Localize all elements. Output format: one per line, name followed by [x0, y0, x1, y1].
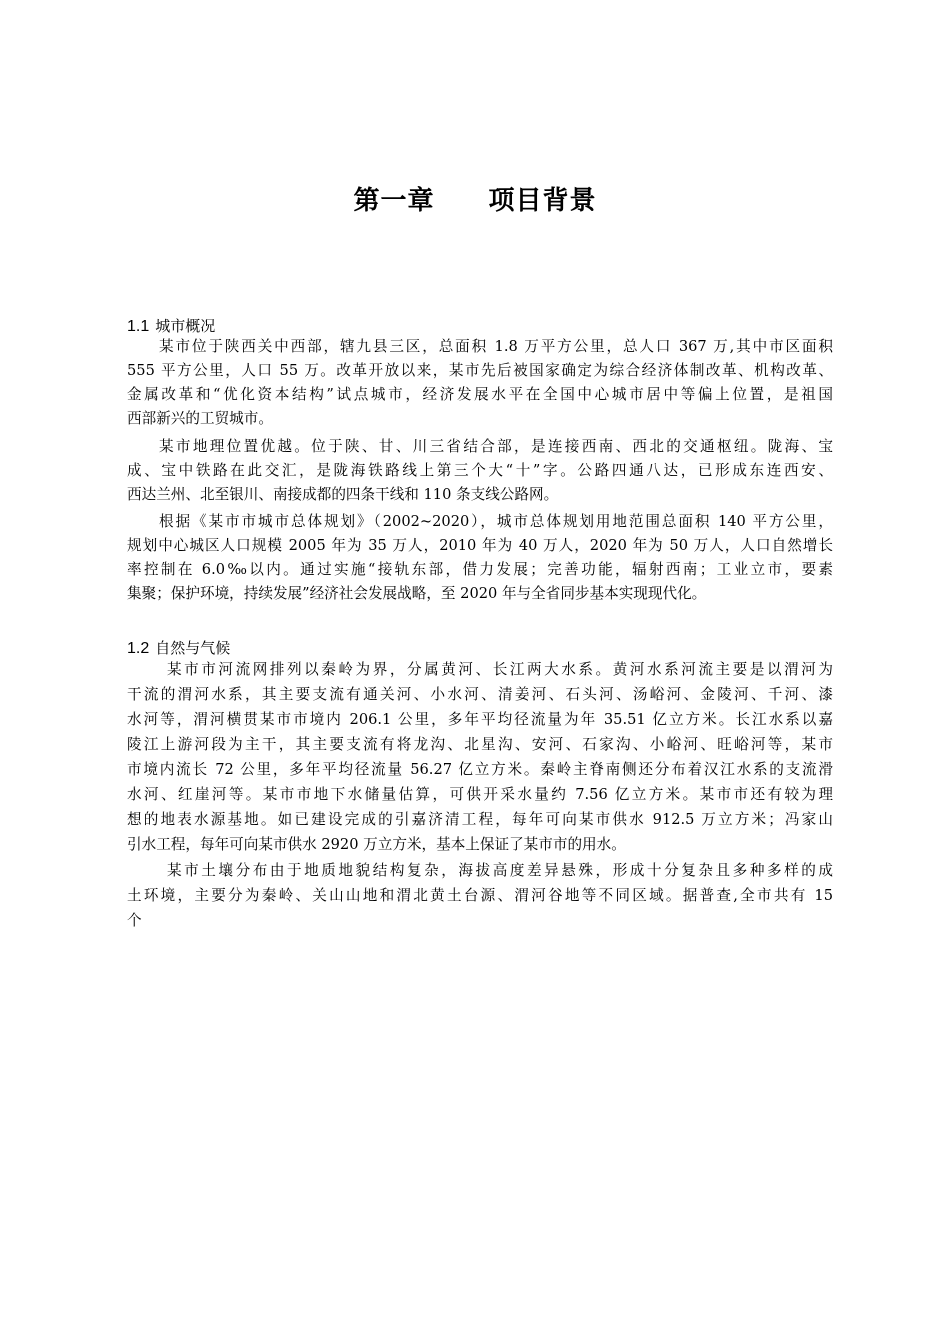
paragraph-line: 引水工程，每年可向某市供水 2920 万立方米，基本上保证了某市市的用水。	[127, 836, 626, 853]
chapter-title: 第一章 项目背景	[353, 186, 597, 216]
paragraph-line: 西达兰州、北至银川、南接成都的四条干线和 110 条支线公路网。	[127, 486, 559, 503]
section-title: 城市概况	[155, 317, 216, 335]
paragraph-line: 某市位于陕西关中西部，辖九县三区，总面积 1.8 万平方公里，总人口 367 万,其中市区面积	[159, 338, 833, 355]
paragraph-line: 率控制在 6.0‰以内。通过实施“接轨东部，借力发展；完善功能，辐射西南；工业立市，要素	[127, 561, 833, 578]
section-heading-city-overview	[127, 315, 215, 336]
section-title: 自然与气候	[155, 639, 231, 657]
paragraph-line: 根据《某市市城市总体规划》（2002~2020），城市总体规划用地范围总面积 140 平方公里，	[159, 513, 833, 530]
paragraph-line: 某市市河流网排列以秦岭为界，分属黄河、长江两大水系。黄河水系河流主要是以渭河为	[167, 661, 833, 678]
paragraph-line: 某市土壤分布由于地质地貌结构复杂，海拔高度差异悬殊，形成十分复杂且多种多样的成	[167, 862, 833, 879]
paragraph-line: 成、宝中铁路在此交汇，是陇海铁路线上第三个大“十”字。公路四通八达，已形成东连西安、	[127, 462, 833, 479]
paragraph-line: 土环境，主要分为秦岭、关山山地和渭北黄土台源、渭河谷地等不同区域。据普查,全市共有 15	[127, 887, 833, 904]
paragraph-line: 金属改革和“优化资本结构”试点城市，经济发展水平在全国中心城市居中等偏上位置，是祖国	[127, 386, 833, 403]
paragraph-line: 陵江上游河段为主干，其主要支流有将龙沟、北星沟、安河、石家沟、小峪河、旺峪河等，某市	[127, 736, 833, 753]
paragraph-line: 市境内流长 72 公里，多年平均径流量 56.27 亿立方米。秦岭主脊南侧还分布着汉江水系的支流滑	[127, 761, 833, 778]
paragraph-line: 水河、红崖河等。某市市地下水储量估算，可供开采水量约 7.56 亿立方米。某市市还有较为理	[127, 786, 833, 803]
section-number: 1.2	[127, 640, 150, 657]
section-heading-nature-climate	[127, 637, 230, 658]
paragraph-line: 规划中心城区人口规模 2005 年为 35 万人，2010 年为 40 万人，2020 年为 50 万人，人口自然增长	[127, 537, 833, 554]
paragraph-line: 想的地表水源基地。如已建设完成的引嘉济清工程，每年可向某市供水 912.5 万立方米；冯家山	[127, 811, 833, 828]
paragraph-line: 集聚；保护环境，持续发展”经济社会发展战略，至 2020 年与全省同步基本实现现代化。	[127, 585, 707, 602]
paragraph-line: 水河等，渭河横贯某市市境内 206.1 公里，多年平均径流量为年 35.51 亿立方米。长江水系以嘉	[127, 711, 833, 728]
section-number: 1.1	[127, 318, 150, 335]
paragraph-line: 某市地理位置优越。位于陕、甘、川三省结合部，是连接西南、西北的交通枢纽。陇海、宝	[159, 438, 833, 455]
paragraph-line: 西部新兴的工贸城市。	[127, 410, 273, 427]
paragraph-line: 个	[127, 912, 142, 929]
paragraph-line: 555 平方公里，人口 55 万。改革开放以来，某市先后被国家确定为综合经济体制改革、机构改革、	[127, 362, 833, 379]
paragraph-line: 干流的渭河水系，其主要支流有通关河、小水河、清姜河、石头河、汤峪河、金陵河、千河、漆	[127, 686, 833, 703]
